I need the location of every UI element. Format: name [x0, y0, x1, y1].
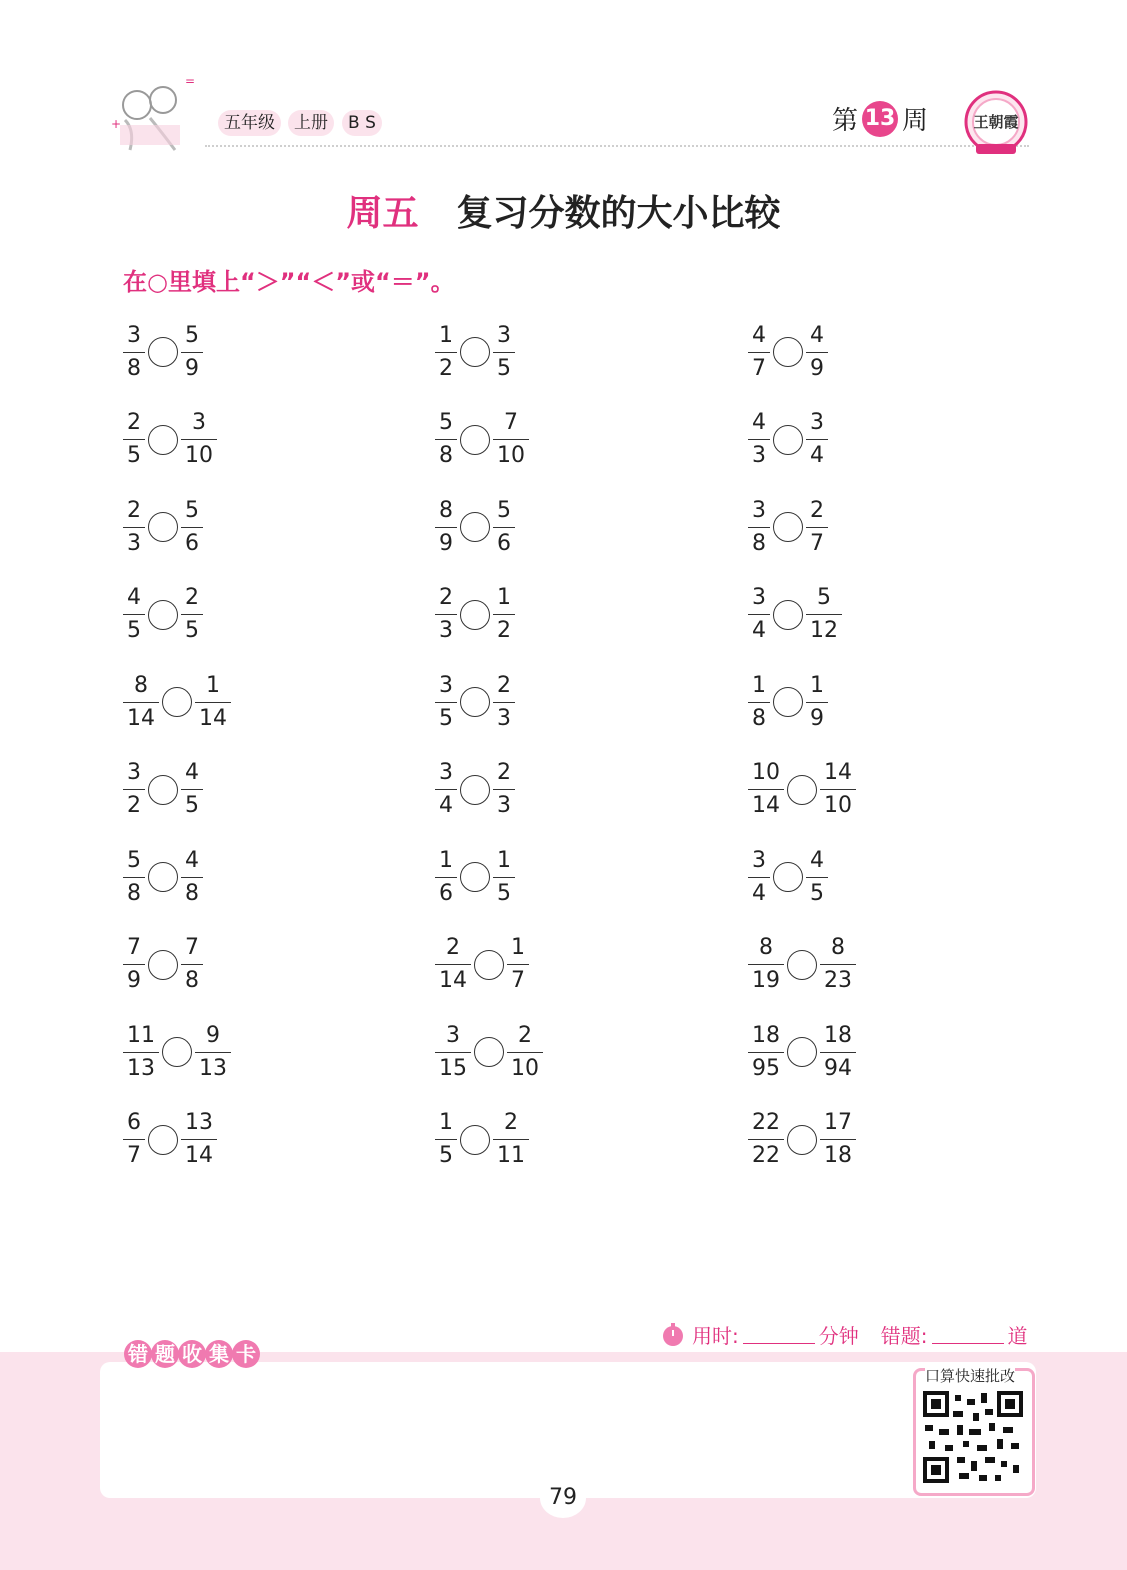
qr-caption: 口算快速批改	[925, 1367, 1016, 1385]
comparison-item	[748, 1108, 856, 1172]
right-fraction	[181, 322, 203, 381]
comparison-item	[435, 670, 515, 734]
denominator: 14	[181, 1139, 217, 1167]
right-fraction	[195, 672, 231, 731]
numerator: 22	[752, 1110, 780, 1135]
right-fraction	[493, 587, 515, 642]
left-fraction	[123, 672, 159, 731]
left-fraction	[123, 1112, 145, 1167]
denominator: 6	[435, 877, 457, 905]
numerator: 17	[824, 1110, 852, 1135]
denominator: 8	[181, 877, 203, 905]
grade-label: 五年级	[218, 110, 281, 136]
numerator: 7	[504, 410, 518, 435]
numerator: 2	[518, 1022, 532, 1048]
denominator: 11	[493, 1139, 529, 1167]
denominator: 3	[435, 614, 457, 642]
numerator: 4	[752, 410, 766, 435]
errors-unit: 道	[1007, 1324, 1028, 1348]
numerator: 8	[134, 672, 148, 698]
brand-logo-text: 王朝霞	[973, 113, 1019, 131]
answer-circle[interactable]	[460, 862, 490, 892]
answer-circle[interactable]	[773, 687, 803, 717]
numerator: 2	[504, 1110, 518, 1135]
numerator: 5	[817, 585, 831, 610]
numerator: 3	[192, 410, 206, 435]
denominator: 22	[748, 1139, 784, 1167]
numerator: 1	[497, 585, 511, 610]
right-fraction	[181, 762, 203, 817]
comparison-item	[123, 583, 203, 647]
answer-circle[interactable]	[787, 775, 817, 805]
left-fraction	[123, 412, 145, 467]
numerator: 1	[439, 847, 453, 873]
numerator: 2	[446, 935, 460, 960]
numerator: 3	[752, 847, 766, 873]
denominator: 13	[195, 1052, 231, 1080]
denominator: 19	[748, 964, 784, 992]
answer-circle[interactable]	[148, 337, 178, 367]
left-fraction	[435, 847, 457, 906]
left-fraction	[123, 847, 145, 906]
left-fraction	[123, 587, 145, 642]
right-fraction	[820, 1112, 856, 1167]
denominator: 9	[806, 352, 828, 380]
right-fraction	[181, 412, 217, 467]
comparison-item	[748, 845, 828, 909]
answer-circle[interactable]	[787, 1037, 817, 1067]
denominator: 5	[806, 877, 828, 905]
answer-circle[interactable]	[148, 775, 178, 805]
comparison-item	[748, 408, 828, 472]
svg-text:=: =	[185, 74, 196, 88]
comparison-item	[435, 1020, 543, 1084]
denominator: 5	[123, 614, 145, 642]
card-title-char: 题	[151, 1340, 179, 1368]
week-prefix: 第	[832, 106, 859, 136]
denominator: 9	[123, 964, 145, 992]
denominator: 3	[493, 789, 515, 817]
answer-circle[interactable]	[773, 600, 803, 630]
left-fraction	[435, 1022, 471, 1081]
card-title-char: 错	[124, 1340, 152, 1368]
comparison-item	[123, 758, 203, 822]
denominator: 10	[507, 1052, 543, 1080]
denominator: 4	[806, 439, 828, 467]
right-fraction	[195, 1022, 231, 1081]
numerator: 3	[810, 410, 824, 435]
numerator: 11	[127, 1022, 155, 1048]
numerator: 1	[810, 672, 824, 698]
comparison-item	[435, 933, 529, 997]
numerator: 5	[497, 497, 511, 523]
denominator: 7	[123, 1139, 145, 1167]
left-fraction	[748, 497, 770, 556]
mistake-card-title	[124, 1340, 259, 1368]
numerator: 1	[511, 935, 525, 960]
card-title-char: 卡	[232, 1340, 260, 1368]
answer-circle[interactable]	[773, 512, 803, 542]
numerator: 3	[752, 497, 766, 523]
comparison-item	[748, 758, 856, 822]
numerator: 1	[206, 672, 220, 698]
numerator: 18	[752, 1022, 780, 1048]
denominator: 6	[181, 527, 203, 555]
right-fraction	[493, 762, 515, 817]
page-number: 79	[540, 1478, 586, 1518]
answer-circle[interactable]	[148, 425, 178, 455]
kids-illustration	[105, 70, 205, 155]
numerator: 1	[752, 672, 766, 698]
left-fraction	[123, 937, 145, 992]
denominator: 2	[493, 614, 515, 642]
title-topic: 复习分数的大小比较	[456, 193, 781, 234]
denominator: 3	[493, 702, 515, 730]
numerator: 1	[497, 847, 511, 873]
comparison-item	[748, 933, 856, 997]
denominator: 2	[435, 352, 457, 380]
qr-code-box[interactable]	[913, 1368, 1035, 1496]
stopwatch-icon	[660, 1322, 686, 1348]
comparison-item	[435, 845, 515, 909]
denominator: 14	[435, 964, 471, 992]
answer-circle[interactable]	[460, 687, 490, 717]
comparison-item	[435, 1108, 529, 1172]
numerator: 7	[185, 935, 199, 960]
denominator: 8	[748, 702, 770, 730]
denominator: 4	[435, 789, 457, 817]
right-fraction	[181, 847, 203, 906]
time-blank[interactable]	[743, 1325, 815, 1344]
left-fraction	[435, 672, 457, 731]
answer-circle[interactable]	[460, 337, 490, 367]
right-fraction	[507, 937, 529, 992]
denominator: 3	[123, 527, 145, 555]
denominator: 5	[123, 439, 145, 467]
time-label: 用时:	[692, 1324, 739, 1348]
numerator: 2	[439, 585, 453, 610]
numerator: 5	[439, 410, 453, 435]
left-fraction	[748, 937, 784, 992]
numerator: 6	[127, 1110, 141, 1135]
left-fraction	[123, 1022, 159, 1081]
comparison-item	[435, 320, 515, 384]
answer-circle[interactable]	[787, 950, 817, 980]
page-title	[0, 185, 1127, 236]
denominator: 4	[748, 877, 770, 905]
denominator: 5	[435, 702, 457, 730]
answer-circle[interactable]	[773, 337, 803, 367]
denominator: 94	[820, 1052, 856, 1080]
comparison-item	[748, 1020, 856, 1084]
denominator: 9	[435, 527, 457, 555]
comparison-item	[123, 408, 217, 472]
answer-circle[interactable]	[148, 512, 178, 542]
comparison-item	[123, 1020, 231, 1084]
numerator: 3	[439, 760, 453, 785]
denominator: 95	[748, 1052, 784, 1080]
week-suffix: 周	[902, 106, 929, 136]
numerator: 8	[759, 935, 773, 960]
right-fraction	[806, 847, 828, 906]
numerator: 5	[127, 847, 141, 873]
numerator: 2	[810, 497, 824, 523]
denominator: 12	[806, 614, 842, 642]
answer-circle[interactable]	[460, 1125, 490, 1155]
comparison-item	[748, 320, 828, 384]
numerator: 5	[185, 322, 199, 348]
week-number-badge: 13	[862, 101, 898, 137]
comparison-item	[123, 670, 231, 734]
answer-circle[interactable]	[787, 1125, 817, 1155]
answer-circle[interactable]	[773, 862, 803, 892]
denominator: 5	[435, 1139, 457, 1167]
comparison-item	[435, 583, 515, 647]
numerator: 3	[127, 760, 141, 785]
denominator: 5	[493, 352, 515, 380]
numerator: 2	[497, 760, 511, 785]
right-fraction	[493, 1112, 529, 1167]
right-fraction	[181, 497, 203, 556]
denominator: 23	[820, 964, 856, 992]
numerator: 8	[831, 935, 845, 960]
numerator: 4	[752, 322, 766, 348]
left-fraction	[748, 412, 770, 467]
left-fraction	[748, 672, 770, 731]
right-fraction	[181, 937, 203, 992]
answer-circle[interactable]	[474, 1037, 504, 1067]
answer-circle[interactable]	[162, 687, 192, 717]
answer-circle[interactable]	[474, 950, 504, 980]
header-divider	[205, 145, 1029, 147]
right-fraction	[493, 672, 515, 731]
numerator: 4	[810, 847, 824, 873]
numerator: 1	[439, 1110, 453, 1135]
errors-blank[interactable]	[932, 1325, 1004, 1344]
numerator: 3	[439, 672, 453, 698]
comparison-item	[123, 320, 203, 384]
right-fraction	[181, 587, 203, 642]
comparison-item	[748, 495, 828, 559]
numerator: 2	[185, 585, 199, 610]
numerator: 4	[185, 760, 199, 785]
denominator: 18	[820, 1139, 856, 1167]
comparison-item	[435, 408, 529, 472]
left-fraction	[123, 497, 145, 556]
numerator: 3	[127, 322, 141, 348]
left-fraction	[748, 322, 770, 381]
denominator: 14	[195, 702, 231, 730]
answer-circle[interactable]	[460, 512, 490, 542]
answer-circle[interactable]	[148, 600, 178, 630]
numerator: 5	[185, 497, 199, 523]
answer-circle[interactable]	[460, 600, 490, 630]
numerator: 4	[185, 847, 199, 873]
numerator: 10	[752, 760, 780, 785]
numerator: 3	[752, 585, 766, 610]
instruction: 在○里填上“＞”“＜”或“＝”。	[123, 268, 455, 296]
denominator: 13	[123, 1052, 159, 1080]
left-fraction	[435, 497, 457, 556]
denominator: 4	[748, 614, 770, 642]
left-fraction	[435, 1112, 457, 1167]
denominator: 5	[493, 877, 515, 905]
denominator: 15	[435, 1052, 471, 1080]
week-indicator	[832, 100, 928, 137]
left-fraction	[435, 322, 457, 381]
numerator: 18	[824, 1022, 852, 1048]
denominator: 14	[123, 702, 159, 730]
numerator: 2	[127, 497, 141, 523]
title-day: 周五	[346, 193, 419, 234]
comparison-item	[123, 1108, 217, 1172]
right-fraction	[493, 412, 529, 467]
left-fraction	[748, 1112, 784, 1167]
denominator: 3	[748, 439, 770, 467]
volume-label: 上册	[288, 110, 334, 136]
right-fraction	[806, 497, 828, 556]
denominator: 8	[123, 877, 145, 905]
numerator: 8	[439, 497, 453, 523]
left-fraction	[123, 762, 145, 817]
right-fraction	[820, 762, 856, 817]
left-fraction	[435, 937, 471, 992]
left-fraction	[435, 762, 457, 817]
denominator: 9	[181, 352, 203, 380]
denominator: 7	[507, 964, 529, 992]
right-fraction	[507, 1022, 543, 1081]
denominator: 5	[181, 789, 203, 817]
comparison-item	[748, 583, 842, 647]
denominator: 7	[748, 352, 770, 380]
comparison-item	[748, 670, 828, 734]
answer-circle[interactable]	[773, 425, 803, 455]
numerator: 14	[824, 760, 852, 785]
left-fraction	[435, 587, 457, 642]
left-fraction	[748, 1022, 784, 1081]
errors-label: 错题:	[880, 1324, 928, 1348]
left-fraction	[748, 847, 770, 906]
answer-circle[interactable]	[148, 950, 178, 980]
brand-logo	[962, 84, 1030, 156]
denominator: 14	[748, 789, 784, 817]
qr-code-icon	[919, 1389, 1029, 1489]
right-fraction	[806, 587, 842, 642]
right-fraction	[493, 322, 515, 381]
card-title-char: 收	[178, 1340, 206, 1368]
answer-circle[interactable]	[162, 1037, 192, 1067]
right-fraction	[806, 412, 828, 467]
right-fraction	[493, 497, 515, 556]
right-fraction	[806, 322, 828, 381]
denominator: 9	[806, 702, 828, 730]
numerator: 4	[810, 322, 824, 348]
numerator: 3	[497, 322, 511, 348]
right-fraction	[806, 672, 828, 731]
denominator: 8	[123, 352, 145, 380]
answer-circle[interactable]	[460, 775, 490, 805]
denominator: 7	[806, 527, 828, 555]
time-unit: 分钟	[818, 1324, 859, 1348]
right-fraction	[820, 937, 856, 992]
denominator: 8	[748, 527, 770, 555]
denominator: 5	[181, 614, 203, 642]
left-fraction	[435, 412, 457, 467]
numerator: 2	[497, 672, 511, 698]
denominator: 6	[493, 527, 515, 555]
denominator: 8	[181, 964, 203, 992]
answer-circle[interactable]	[148, 1125, 178, 1155]
comparison-item	[435, 758, 515, 822]
denominator: 10	[820, 789, 856, 817]
denominator: 10	[181, 439, 217, 467]
comparison-item	[123, 495, 203, 559]
comparison-item	[123, 933, 203, 997]
denominator: 10	[493, 439, 529, 467]
numerator: 3	[446, 1022, 460, 1048]
right-fraction	[181, 1112, 217, 1167]
card-title-char: 集	[205, 1340, 233, 1368]
left-fraction	[748, 762, 784, 817]
numerator: 9	[206, 1022, 220, 1048]
numerator: 1	[439, 322, 453, 348]
numerator: 7	[127, 935, 141, 960]
answer-circle[interactable]	[460, 425, 490, 455]
right-fraction	[820, 1022, 856, 1081]
numerator: 4	[127, 585, 141, 610]
comparison-item	[123, 845, 203, 909]
denominator: 8	[435, 439, 457, 467]
comparison-item	[435, 495, 515, 559]
left-fraction	[748, 587, 770, 642]
numerator: 2	[127, 410, 141, 435]
footer-stats	[660, 1320, 1028, 1349]
right-fraction	[493, 847, 515, 906]
answer-circle[interactable]	[148, 862, 178, 892]
left-fraction	[123, 322, 145, 381]
denominator: 2	[123, 789, 145, 817]
numerator: 13	[185, 1110, 213, 1135]
edition-label: B S	[342, 110, 382, 136]
svg-text:+: +	[111, 117, 122, 131]
